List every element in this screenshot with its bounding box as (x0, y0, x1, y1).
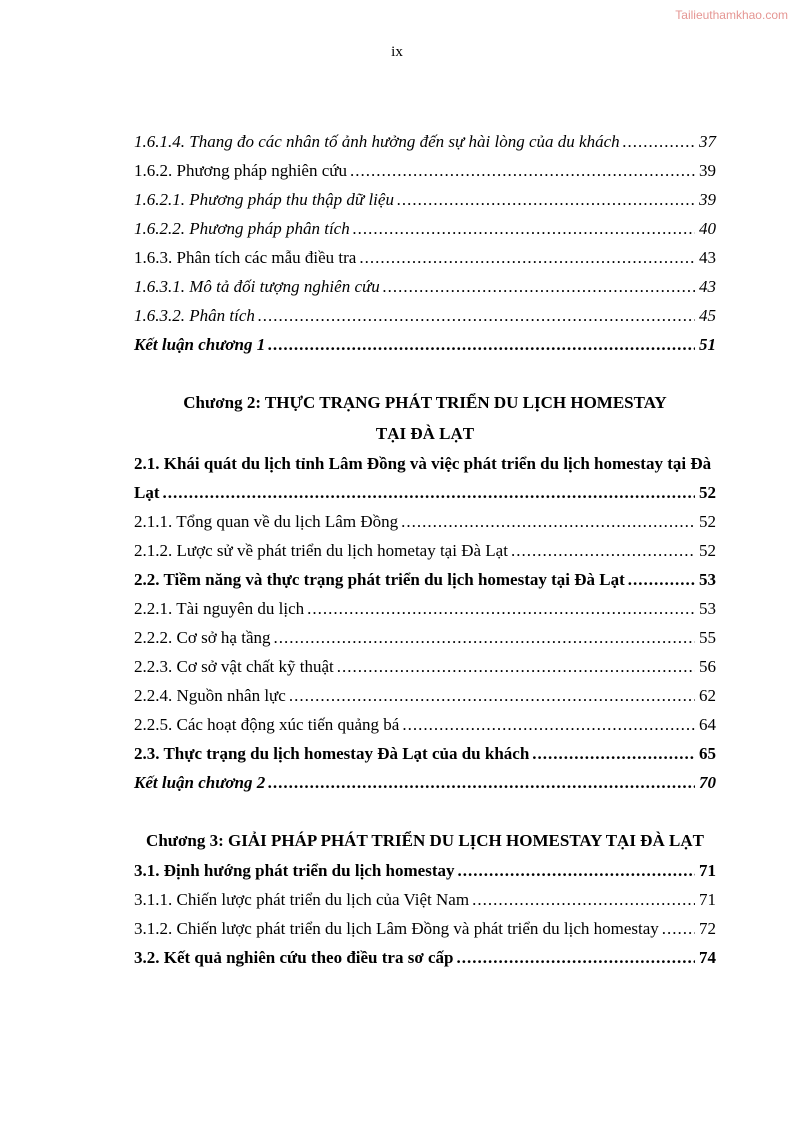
toc-entry (134, 652, 716, 681)
toc-entry-row (134, 214, 716, 243)
chapter-heading-line: Chương 2: THỰC TRẠNG PHÁT TRIỂN DU LỊCH HOMESTAY (183, 393, 667, 412)
toc-entry-row (134, 272, 716, 301)
dot-leader (457, 943, 696, 972)
dot-leader (402, 710, 695, 739)
toc-entry (134, 127, 716, 156)
toc-entry (134, 739, 716, 768)
toc-entry (134, 507, 716, 536)
toc-entry (134, 214, 716, 243)
toc-entry-row (134, 330, 716, 359)
toc-entry-row (134, 710, 716, 739)
toc-entry-label: Lạt (134, 483, 160, 502)
chapter-heading-line: TẠI ĐÀ LẠT (375, 424, 475, 443)
toc-page-number: 39 (699, 161, 716, 180)
toc-entry (134, 856, 716, 885)
toc-entry-row (134, 127, 716, 156)
dot-leader (258, 301, 695, 330)
dot-leader (268, 768, 695, 797)
toc-entry-row (134, 243, 716, 272)
toc-entry (134, 565, 716, 594)
dot-leader (163, 478, 696, 507)
toc-entry-label: 2.1. Khái quát du lịch tỉnh Lâm Đồng và việc phát triển du lịch homestay tại Đà (134, 454, 712, 473)
toc-entry-label: 2.2.5. Các hoạt động xúc tiến quảng bá (134, 715, 400, 734)
dot-leader (353, 214, 695, 243)
toc-entry (134, 330, 716, 359)
toc-entry-label: 2.3. Thực trạng du lịch homestay Đà Lạt của du khách (134, 744, 530, 763)
toc-entry-row (134, 623, 716, 652)
chapter-heading (134, 825, 716, 856)
chapter-heading-line: Chương 3: GIẢI PHÁP PHÁT TRIỂN DU LỊCH HOMESTAY TẠI ĐÀ LẠT (146, 831, 704, 850)
toc-page-number: 71 (699, 861, 716, 880)
toc-entry-row (134, 594, 716, 623)
toc-entry-label: 2.2.3. Cơ sở vật chất kỹ thuật (134, 657, 334, 676)
toc-page-number: 52 (699, 541, 716, 560)
toc-entry-row (134, 681, 716, 710)
toc-entry-row (134, 478, 716, 507)
toc-entry-row (134, 301, 716, 330)
toc-entry-label: 3.1.1. Chiến lược phát triển du lịch của Việt Nam (134, 890, 470, 909)
toc-entry-label: Kết luận chương 1 (134, 335, 266, 354)
toc-entry-label: 1.6.1.4. Thang đo các nhân tố ảnh hưởng đến sự hài lòng của du khách (134, 132, 620, 151)
toc-entry-row (134, 652, 716, 681)
dot-leader (289, 681, 695, 710)
toc-entry-label: 3.2. Kết quả nghiên cứu theo điều tra sơ cấp (134, 948, 454, 967)
toc-entry-label: 3.1.2. Chiến lược phát triển du lịch Lâm Đồng và phát triển du lịch homestay (134, 919, 659, 938)
dot-leader (359, 243, 695, 272)
toc-entry (134, 536, 716, 565)
toc-entry (134, 885, 716, 914)
dot-leader (268, 330, 695, 359)
chapter-heading (134, 387, 716, 449)
toc-page-number: 74 (699, 948, 716, 967)
toc-entry-row (134, 914, 716, 943)
toc-entry-row (134, 885, 716, 914)
toc-entry-row (134, 185, 716, 214)
toc-page-number: 43 (699, 277, 716, 296)
toc-page-number: 62 (699, 686, 716, 705)
toc-entry (134, 768, 716, 797)
toc-entry-label: 2.2. Tiềm năng và thực trạng phát triển du lịch homestay tại Đà Lạt (134, 570, 625, 589)
toc-entry-label: 1.6.2.1. Phương pháp thu thập dữ liệu (134, 190, 394, 209)
toc-entry (134, 914, 716, 943)
toc-entry (134, 272, 716, 301)
toc-page-number: 37 (699, 132, 716, 151)
toc-page-number: 64 (699, 715, 716, 734)
dot-leader (628, 565, 695, 594)
watermark-link[interactable]: Tailieuthamkhao.com (675, 8, 788, 22)
dot-leader (472, 885, 695, 914)
toc-page-number: 43 (699, 248, 716, 267)
toc-page-number: 52 (699, 483, 716, 502)
toc-entry-label: 2.2.2. Cơ sở hạ tầng (134, 628, 271, 647)
toc-entry-row (134, 565, 716, 594)
toc-entry-label: 1.6.2. Phương pháp nghiên cứu (134, 161, 347, 180)
toc-page-number: 39 (699, 190, 716, 209)
toc-page-number: 56 (699, 657, 716, 676)
toc-entry (134, 185, 716, 214)
toc-entry-row (134, 739, 716, 768)
dot-leader (401, 507, 695, 536)
toc-page-number: 52 (699, 512, 716, 531)
toc-page-number: 65 (699, 744, 716, 763)
toc-page-number: 72 (699, 919, 716, 938)
toc-entry (134, 156, 716, 185)
dot-leader (307, 594, 695, 623)
toc-entry-row (134, 943, 716, 972)
toc-entry-label: 2.2.1. Tài nguyên du lịch (134, 599, 305, 618)
dot-leader (623, 127, 695, 156)
dot-leader (274, 623, 696, 652)
toc-page-number: 51 (699, 335, 716, 354)
dot-leader (457, 856, 695, 885)
toc-entry-row (134, 536, 716, 565)
dot-leader (337, 652, 695, 681)
toc (134, 127, 716, 972)
toc-entry (134, 594, 716, 623)
toc-entry-label: 2.1.1. Tổng quan về du lịch Lâm Đồng (134, 512, 399, 531)
toc-entry-label: 1.6.3. Phân tích các mẫu điều tra (134, 248, 357, 267)
toc-page-number: 53 (699, 599, 716, 618)
dot-leader (383, 272, 695, 301)
toc-entry-label: Kết luận chương 2 (134, 773, 266, 792)
dot-leader (662, 914, 695, 943)
toc-entry (134, 243, 716, 272)
toc-page-number: 45 (699, 306, 716, 325)
dot-leader (397, 185, 695, 214)
toc-page-number: 71 (699, 890, 716, 909)
toc-entry-label: 1.6.2.2. Phương pháp phân tích (134, 219, 350, 238)
page-number: ix (391, 44, 403, 60)
toc-entry (134, 449, 716, 507)
toc-entry-label: 1.6.3.1. Mô tả đối tượng nghiên cứu (134, 277, 380, 296)
toc-entry-label: 1.6.3.2. Phân tích (134, 306, 255, 325)
toc-page-number: 53 (699, 570, 716, 589)
toc-entry-label: 2.2.4. Nguồn nhân lực (134, 686, 286, 705)
toc-entry (134, 623, 716, 652)
toc-entry-row (134, 856, 716, 885)
toc-entry-label: 3.1. Định hướng phát triển du lịch homestay (134, 861, 455, 880)
toc-page-number: 55 (699, 628, 716, 647)
dot-leader (532, 739, 695, 768)
toc-entry (134, 710, 716, 739)
toc-entry-row (134, 156, 716, 185)
toc-entry-row (134, 768, 716, 797)
toc-entry-label: 2.1.2. Lược sử về phát triển du lịch hometay tại Đà Lạt (134, 541, 508, 560)
toc-page-number: 40 (699, 219, 716, 238)
toc-page-number: 70 (699, 773, 716, 792)
toc-entry (134, 681, 716, 710)
toc-entry-row (134, 507, 716, 536)
toc-entry (134, 943, 716, 972)
toc-entry (134, 301, 716, 330)
dot-leader (511, 536, 695, 565)
dot-leader (350, 156, 695, 185)
